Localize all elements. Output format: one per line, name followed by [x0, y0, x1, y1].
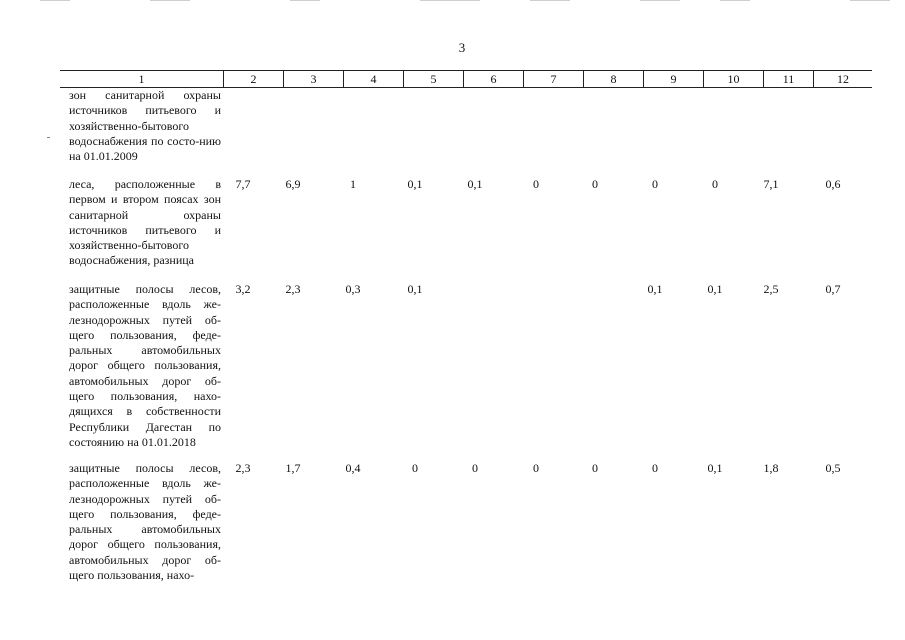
- scan-speck: [47, 137, 50, 138]
- cell-value: 7,7: [235, 177, 251, 191]
- top-edge-rule: [40, 0, 70, 1]
- cell-value: 0: [652, 461, 658, 475]
- cell-value: 2,5: [763, 282, 779, 296]
- cell-value: 7,1: [763, 177, 779, 191]
- cell-value: 0,1: [707, 461, 723, 475]
- cell-value: 0,6: [825, 177, 841, 191]
- column-header: 6: [463, 71, 523, 87]
- top-edge-rule: [290, 0, 320, 1]
- column-header: 2: [223, 71, 283, 87]
- cell-value: 0: [533, 461, 539, 475]
- cell-value: 1,8: [763, 461, 779, 475]
- top-edge-rule: [850, 0, 890, 1]
- row-description: леса, расположенные в первом и втором поясах зон санитарной охраны источников питьевого и хозяйственно-бытового водоснабжения, разница: [69, 177, 221, 268]
- column-header: 1: [138, 72, 145, 86]
- table-header: [60, 70, 872, 88]
- cell-value: 0,1: [707, 282, 723, 296]
- column-header: 3: [283, 71, 343, 87]
- top-edge-rule: [720, 0, 750, 1]
- cell-value: 2,3: [235, 461, 251, 475]
- top-edge-rule: [420, 0, 480, 1]
- cell-value: 0: [592, 177, 598, 191]
- top-edge-rule: [640, 0, 680, 1]
- row-description: зон санитарной охраны источников питьевого и хозяйственно-бытового водоснабжения по состо-нию на 01.01.2009: [69, 88, 221, 164]
- row-description: защитные полосы лесов, расположенные вдоль же-лезнодорожных путей об-щего пользования, феде-ральных автомобильных дорог общего пользования, автомобильных дорог об-щего пользования, нахо-дящихся в собственности Республики Дагестан по состоянию на 01.01.2018: [69, 282, 221, 449]
- cell-value: 0: [592, 461, 598, 475]
- cell-value: 6,9: [285, 177, 301, 191]
- cell-value: 3,2: [235, 282, 251, 296]
- column-header: 4: [343, 71, 403, 87]
- cell-value: 0,7: [825, 282, 841, 296]
- column-header: 7: [523, 71, 583, 87]
- cell-value: 1: [350, 177, 356, 191]
- column-header: 9: [643, 71, 703, 87]
- page-number: 3: [458, 40, 466, 55]
- cell-value: 0,1: [647, 282, 663, 296]
- cell-value: 0,1: [407, 177, 423, 191]
- cell-value: 0,4: [345, 461, 361, 475]
- column-header: 11: [763, 71, 813, 87]
- column-header: 12: [813, 71, 872, 87]
- top-edge-rule: [150, 0, 190, 1]
- cell-value: 0,5: [825, 461, 841, 475]
- column-header: 10: [703, 71, 763, 87]
- top-edge-rule: [530, 0, 570, 1]
- cell-value: 0: [533, 177, 539, 191]
- cell-value: 0: [652, 177, 658, 191]
- cell-value: 0: [472, 461, 478, 475]
- cell-value: 1,7: [285, 461, 301, 475]
- row-description: защитные полосы лесов, расположенные вдоль же-лезнодорожных путей об-щего пользования, феде-ральных автомобильных дорог общего пользования, автомобильных дорог об-щего пользования, нахо-: [69, 461, 221, 583]
- cell-value: 0: [412, 461, 418, 475]
- cell-value: 0,1: [407, 282, 423, 296]
- cell-value: 0: [712, 177, 718, 191]
- cell-value: 2,3: [285, 282, 301, 296]
- cell-value: 0,3: [345, 282, 361, 296]
- column-header: 8: [583, 71, 643, 87]
- cell-value: 0,1: [467, 177, 483, 191]
- column-header: 5: [403, 71, 463, 87]
